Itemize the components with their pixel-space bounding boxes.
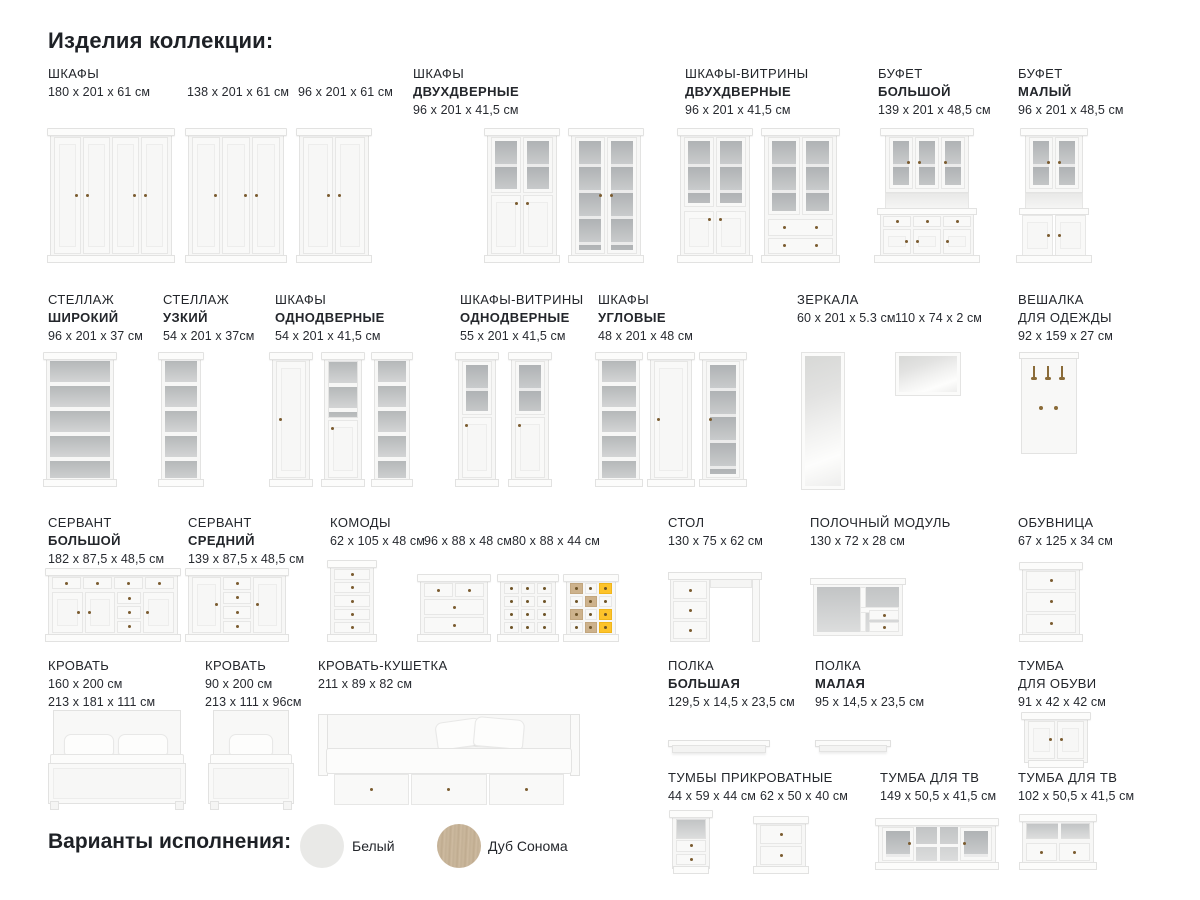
daybed-dims: 211 x 89 x 82 см xyxy=(318,677,413,691)
shelf-large-image[interactable] xyxy=(668,740,770,754)
bed-double-dims-2: 213 x 181 x 111 см xyxy=(48,695,156,709)
dressers-name: КОМОДЫ xyxy=(330,515,391,530)
buffet-small-dims: 96 x 201 x 48,5 см xyxy=(1018,103,1124,117)
nightstand-a-image[interactable] xyxy=(672,810,710,874)
vitrines2door-name: ШКАФЫ-ВИТРИНЫ xyxy=(685,66,809,81)
sideboard-large-image[interactable] xyxy=(48,568,178,642)
shoe-dresser-dims: 67 x 125 x 34 см xyxy=(1018,534,1113,548)
vitrines1door-name: ШКАФЫ-ВИТРИНЫ xyxy=(460,292,584,307)
shelf-small-image[interactable] xyxy=(815,740,891,753)
coat-rack-name: ВЕШАЛКА xyxy=(1018,292,1084,307)
shelf-small-dims: 95 x 14,5 x 23,5 см xyxy=(815,695,925,709)
buffet-large-name-2: БОЛЬШОЙ xyxy=(878,84,951,99)
wardrobes1door-name-2: ОДНОДВЕРНЫЕ xyxy=(275,310,385,325)
nightstand-b-image[interactable] xyxy=(756,816,806,874)
sideboard-medium-name: СЕРВАНТ xyxy=(188,515,252,530)
wardrobes2door-name-2: ДВУХДВЕРНЫЕ xyxy=(413,84,520,99)
buffet-large-dims: 139 x 201 x 48,5 см xyxy=(878,103,991,117)
corner-wardrobe-glass-image[interactable] xyxy=(702,352,744,487)
coat-rack-dims: 92 x 159 x 27 см xyxy=(1018,329,1113,343)
dressers-dims-2: 96 x 88 x 48 см xyxy=(424,534,512,548)
dressers-dims-3: 80 x 88 x 44 см xyxy=(512,534,600,548)
variant-swatch-white[interactable] xyxy=(300,824,344,868)
vitrine-1door-b-image[interactable] xyxy=(511,352,549,487)
daybed-image[interactable] xyxy=(318,714,580,808)
shoe-cabinet-dims: 91 x 42 x 42 см xyxy=(1018,695,1106,709)
sideboard-large-name-2: БОЛЬШОЙ xyxy=(48,533,121,548)
wardrobes-corner-dims: 48 x 201 x 48 см xyxy=(598,329,693,343)
dresser-color-image[interactable] xyxy=(566,574,616,642)
rack-narrow-dims: 54 x 201 x 37см xyxy=(163,329,255,343)
corner-wardrobe-solid-image[interactable] xyxy=(650,352,692,487)
vitrines1door-dims: 55 x 201 x 41,5 см xyxy=(460,329,566,343)
variant-label-oak: Дуб Сонома xyxy=(488,838,568,854)
wardrobe-2door-b-image[interactable] xyxy=(571,128,641,263)
wardrobes-corner-name-2: УГЛОВЫЕ xyxy=(598,310,666,325)
mirror-tall-image[interactable] xyxy=(801,352,845,490)
sideboard-medium-name-2: СРЕДНИЙ xyxy=(188,533,255,548)
vitrine-2door-b-image[interactable] xyxy=(764,128,837,263)
wardrobes-corner-name: ШКАФЫ xyxy=(598,292,650,307)
shelf-module-image[interactable] xyxy=(810,578,906,636)
tv-stand-large-image[interactable] xyxy=(878,818,996,870)
sideboard-medium-dims: 139 x 87,5 x 48,5 см xyxy=(188,552,305,566)
nightstands-dims-1: 44 x 59 x 44 см xyxy=(668,789,756,803)
wardrobes1door-name: ШКАФЫ xyxy=(275,292,327,307)
tv-large-name: ТУМБА ДЛЯ ТВ xyxy=(880,770,980,785)
buffet-small-name: БУФЕТ xyxy=(1018,66,1063,81)
dresser-tall-image[interactable] xyxy=(330,560,374,642)
shelf-large-dims: 129,5 x 14,5 x 23,5 см xyxy=(668,695,795,709)
bed-double-name: КРОВАТЬ xyxy=(48,658,110,673)
tv-small-name: ТУМБА ДЛЯ ТВ xyxy=(1018,770,1118,785)
vitrines1door-name-2: ОДНОДВЕРНЫЕ xyxy=(460,310,570,325)
bed-single-dims-2: 213 x 111 x 96см xyxy=(205,695,302,709)
corner-wardrobe-open-image[interactable] xyxy=(598,352,640,487)
sideboard-large-dims: 182 x 87,5 x 48,5 см xyxy=(48,552,165,566)
vitrine-1door-a-image[interactable] xyxy=(458,352,496,487)
rack-wide-name-2: ШИРОКИЙ xyxy=(48,310,119,325)
shelf-small-name-2: МАЛАЯ xyxy=(815,676,866,691)
shelf-module-dims: 130 x 72 x 28 см xyxy=(810,534,905,548)
daybed-name: КРОВАТЬ-КУШЕТКА xyxy=(318,658,448,673)
wardrobes-dims-2: 138 x 201 x 61 см xyxy=(187,85,290,99)
shoe-cabinet-name: ТУМБА xyxy=(1018,658,1064,673)
sideboard-large-name: СЕРВАНТ xyxy=(48,515,112,530)
rack-narrow-name-2: УЗКИЙ xyxy=(163,310,208,325)
mirror-horizontal-image[interactable] xyxy=(895,352,961,396)
bed-single-image[interactable] xyxy=(208,710,294,810)
wardrobes2door-dims: 96 x 201 x 41,5 см xyxy=(413,103,519,117)
shoe-cabinet-image[interactable] xyxy=(1024,712,1088,768)
desk-name: СТОЛ xyxy=(668,515,705,530)
wardrobes2door-name: ШКАФЫ xyxy=(413,66,465,81)
tv-small-dims: 102 x 50,5 x 41,5 см xyxy=(1018,789,1135,803)
nightstands-dims-2: 62 x 50 x 40 см xyxy=(760,789,848,803)
wardrobe-1door-open-image[interactable] xyxy=(374,352,410,487)
vitrine-2door-a-image[interactable] xyxy=(680,128,750,263)
buffet-large-name: БУФЕТ xyxy=(878,66,923,81)
variant-label-white: Белый xyxy=(352,838,395,854)
coat-rack-image[interactable] xyxy=(1021,352,1077,454)
sideboard-medium-image[interactable] xyxy=(188,568,286,642)
wardrobe-2door-a-image[interactable] xyxy=(487,128,557,263)
shelf-large-name-2: БОЛЬШАЯ xyxy=(668,676,741,691)
shoe-cabinet-name-2: ДЛЯ ОБУВИ xyxy=(1018,676,1097,691)
tv-large-dims: 149 x 50,5 x 41,5 см xyxy=(880,789,997,803)
variant-swatch-oak[interactable] xyxy=(437,824,481,868)
wardrobes1door-dims: 54 x 201 x 41,5 см xyxy=(275,329,381,343)
mirrors-dims-1: 60 x 201 x 5.3 см xyxy=(797,311,896,325)
bed-double-dims-1: 160 x 200 см xyxy=(48,677,123,691)
bed-single-name: КРОВАТЬ xyxy=(205,658,267,673)
buffet-large-image[interactable] xyxy=(877,128,977,263)
dresser-96-image[interactable] xyxy=(420,574,488,642)
nightstands-name: ТУМБЫ ПРИКРОВАТНЫЕ xyxy=(668,770,833,785)
shelf-large-name: ПОЛКА xyxy=(668,658,715,673)
wardrobes-name: ШКАФЫ xyxy=(48,66,100,81)
shoe-dresser-name: ОБУВНИЦА xyxy=(1018,515,1094,530)
dressers-dims-1: 62 x 105 x 48 см xyxy=(330,534,425,548)
wardrobes-dims-1: 180 x 201 x 61 см xyxy=(48,85,151,99)
mirrors-dims-2: 110 x 74 x 2 см xyxy=(895,311,982,325)
wardrobe-1door-combo-image[interactable] xyxy=(324,352,362,487)
bed-double-image[interactable] xyxy=(48,710,186,810)
wardrobe-138-image[interactable] xyxy=(188,128,284,263)
dresser-80-image[interactable] xyxy=(500,574,556,642)
desk-image[interactable] xyxy=(668,572,762,642)
tv-stand-small-image[interactable] xyxy=(1022,814,1094,870)
page-title: Изделия коллекции: xyxy=(48,28,274,53)
variants-title: Варианты исполнения: xyxy=(48,830,292,853)
bed-single-dims-1: 90 x 200 см xyxy=(205,677,273,691)
vitrines2door-name-2: ДВУХДВЕРНЫЕ xyxy=(685,84,792,99)
buffet-small-name-2: МАЛЫЙ xyxy=(1018,84,1072,99)
shelf-module-name: ПОЛОЧНЫЙ МОДУЛЬ xyxy=(810,515,951,530)
rack-narrow-name: СТЕЛЛАЖ xyxy=(163,292,230,307)
mirrors-name: ЗЕРКАЛА xyxy=(797,292,859,307)
shelf-small-name: ПОЛКА xyxy=(815,658,862,673)
rack-wide-name: СТЕЛЛАЖ xyxy=(48,292,115,307)
wardrobe-180-image[interactable] xyxy=(50,128,172,263)
wardrobe-1door-solid-image[interactable] xyxy=(272,352,310,487)
vitrines2door-dims: 96 x 201 x 41,5 см xyxy=(685,103,791,117)
buffet-small-image[interactable] xyxy=(1019,128,1089,263)
desk-dims: 130 x 75 x 62 см xyxy=(668,534,763,548)
shoe-dresser-image[interactable] xyxy=(1022,562,1080,642)
coat-rack-name-2: ДЛЯ ОДЕЖДЫ xyxy=(1018,310,1112,325)
rack-wide-dims: 96 x 201 x 37 см xyxy=(48,329,143,343)
rack-narrow-image[interactable] xyxy=(161,352,201,487)
wardrobes-dims-3: 96 x 201 x 61 см xyxy=(298,85,393,99)
wardrobe-96-image[interactable] xyxy=(299,128,369,263)
rack-wide-image[interactable] xyxy=(46,352,114,487)
